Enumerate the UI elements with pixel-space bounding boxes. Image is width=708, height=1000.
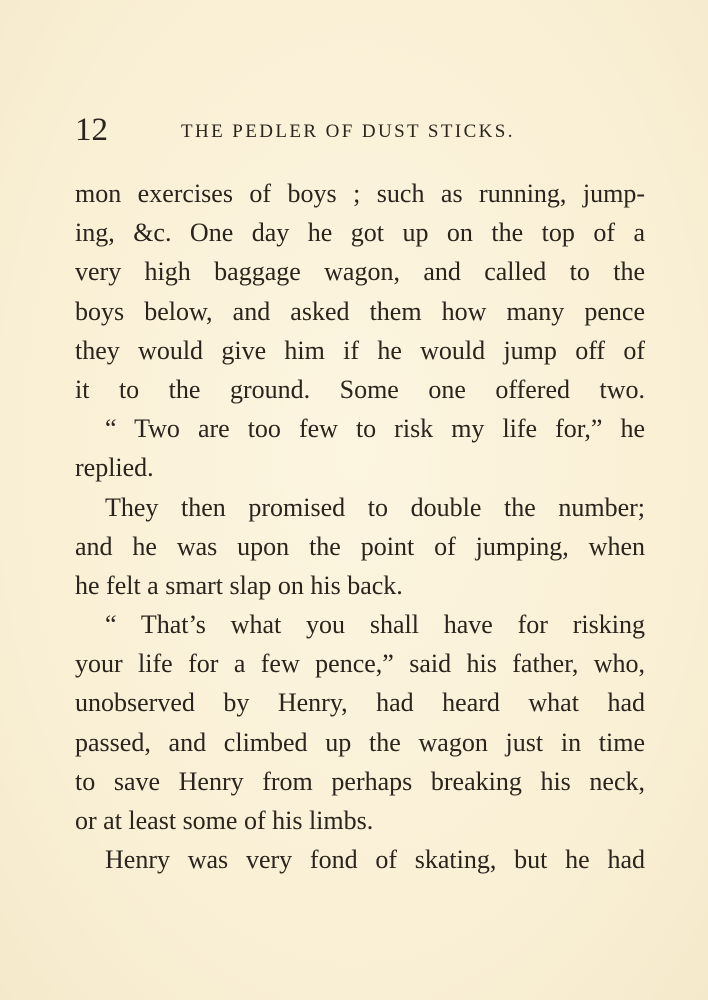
page-number: 12 — [75, 112, 108, 148]
text-line: they would give him if he would jump off of — [75, 335, 645, 365]
text-line: passed, and climbed up the wagon just in time — [75, 727, 645, 757]
text-line: or at least some of his limbs. — [75, 806, 374, 835]
text-line: to save Henry from perhaps breaking his neck, — [75, 766, 645, 796]
text-line: your life for a few pence,” said his father, who, — [75, 649, 645, 679]
running-head: THE PEDLER OF DUST STICKS. — [181, 121, 515, 142]
text-line: he felt a smart slap on his back. — [75, 570, 403, 600]
text-line: unobserved by Henry, had heard what had — [75, 688, 645, 718]
text-line: mon exercises of boys ; such as running, jump- — [75, 179, 645, 208]
text-line: Henry was very fond of skating, but he had — [105, 845, 645, 875]
body-text — [75, 174, 645, 879]
text-line: They then promised to double the number; — [105, 492, 645, 522]
text-line: very high baggage wagon, and called to the — [75, 257, 645, 287]
text-line: it to the ground. Some one offered two. — [75, 374, 645, 404]
page-header — [75, 112, 645, 148]
text-line: ing, &c. One day he got up on the top of a — [75, 218, 645, 248]
text-line: “ Two are too few to risk my life for,” he — [105, 414, 645, 444]
text-line: replied. — [75, 453, 154, 483]
text-line: and he was upon the point of jumping, when — [75, 531, 645, 561]
text-line: “ That’s what you shall have for risking — [105, 610, 645, 640]
text-line: boys below, and asked them how many pence — [75, 296, 645, 326]
